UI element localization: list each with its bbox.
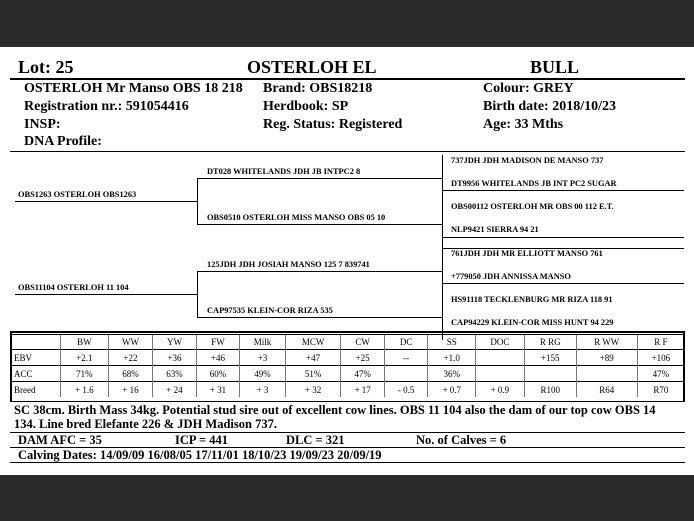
table-cell	[476, 350, 525, 366]
animal-sex: BULL	[530, 57, 580, 77]
pedigree-dss: 761JDH JDH MR ELLIOTT MANSO 761	[451, 249, 603, 258]
lot-number: Lot: 25	[18, 57, 74, 77]
column-header: YW	[153, 335, 197, 350]
column-header: MCW	[285, 335, 341, 350]
pedigree-dam: OBS11104 OSTERLOH 11 104	[18, 283, 129, 292]
column-header: R WW	[576, 335, 637, 350]
table-cell: 60%	[196, 366, 240, 382]
table-header-row	[12, 335, 684, 350]
table-cell: + 31	[196, 382, 240, 398]
table-cell: + 0.7	[428, 382, 476, 398]
table-cell: +3	[240, 350, 286, 366]
calving-dates: Calving Dates: 14/09/09 16/08/05 17/11/01 18/10/23 19/09/23 20/09/19	[18, 448, 382, 462]
table-cell: --	[384, 350, 428, 366]
table-cell: +46	[196, 350, 240, 366]
table-cell: +47	[285, 350, 341, 366]
column-header: Milk	[240, 335, 286, 350]
herdbook: Herdbook: SP	[263, 99, 349, 114]
column-header: DC	[384, 335, 428, 350]
row-label: EBV	[12, 350, 61, 366]
pedigree-dsd: +779050 JDH ANNISSA MANSO	[451, 272, 571, 281]
table-cell: + 32	[285, 382, 341, 398]
table-cell	[576, 366, 637, 382]
table-cell: + 0.9	[476, 382, 525, 398]
column-header: R RG	[524, 335, 576, 350]
table-cell: +22	[108, 350, 153, 366]
comments-line-1: SC 38cm. Birth Mass 34kg. Potential stud sire out of excellent cow lines. OBS 11 104 also the dam of our top cow OBS 14	[14, 403, 656, 417]
registration-number: Registration nr.: 591054416	[24, 99, 189, 114]
table-cell: 63%	[153, 366, 197, 382]
pedigree-ddd: CAP94229 KLEIN-COR MISS HUNT 94 229	[451, 318, 614, 327]
pedigree-sire-sire: DT028 WHITELANDS JDH JB INTPC2 8	[207, 167, 361, 176]
column-header: WW	[108, 335, 153, 350]
table-cell: + 24	[153, 382, 197, 398]
table-cell: 36%	[428, 366, 476, 382]
animal-name: OSTERLOH EL	[247, 57, 377, 77]
column-header	[12, 335, 61, 350]
info-divider	[10, 151, 685, 152]
performance-table	[12, 334, 684, 397]
table-cell: +89	[576, 350, 637, 366]
row-label: ACC	[12, 366, 61, 382]
pedigree-sss: 737JDH JDH MADISON DE MANSO 737	[451, 156, 604, 165]
table-cell: 68%	[108, 366, 153, 382]
table-cell: +25	[341, 350, 385, 366]
pedigree-sire: OBS1263 OSTERLOH OBS1263	[18, 190, 137, 199]
column-header: FW	[196, 335, 240, 350]
pedigree-dam-dam: CAP97535 KLEIN-COR RIZA 535	[207, 306, 333, 315]
table-cell: 47%	[341, 366, 385, 382]
dna-profile: DNA Profile:	[24, 134, 102, 149]
table-cell: - 0.5	[384, 382, 428, 398]
comments-line-2: 134. Line bred Elefante 226 & JDH Madison 737.	[14, 417, 277, 431]
table-cell	[384, 366, 428, 382]
reg-status: Reg. Status: Registered	[263, 117, 403, 132]
table-cell: 71%	[61, 366, 109, 382]
table-cell: +155	[524, 350, 576, 366]
pedigree-dam-sire: 125JDH JDH JOSIAH MANSO 125 7 839741	[207, 260, 370, 269]
table-cell: +1.0	[428, 350, 476, 366]
dlc: DLC = 321	[286, 433, 345, 447]
colour: Colour: GREY	[483, 81, 574, 96]
header-divider	[10, 78, 685, 80]
table-cell: R70	[637, 382, 684, 398]
table-cell: 49%	[240, 366, 286, 382]
table-cell: +2.1	[61, 350, 109, 366]
table-cell: +36	[153, 350, 197, 366]
table-row-ebv	[12, 350, 684, 366]
column-header: R F	[637, 335, 684, 350]
row-label: Breed	[12, 382, 61, 398]
column-header: DOC	[476, 335, 525, 350]
pedigree-dds: HS91118 TECKLENBURG MR RIZA 118 91	[451, 295, 613, 304]
table-cell: + 16	[108, 382, 153, 398]
table-cell: 51%	[285, 366, 341, 382]
insp: INSP:	[24, 117, 61, 132]
number-of-calves: No. of Calves = 6	[416, 433, 507, 447]
table-cell: + 1.6	[61, 382, 109, 398]
lot-card	[0, 47, 694, 475]
table-cell: R100	[524, 382, 576, 398]
table-cell	[476, 366, 525, 382]
column-header: CW	[341, 335, 385, 350]
table-row-breed	[12, 382, 684, 398]
table-cell: 47%	[637, 366, 684, 382]
icp: ICP = 441	[175, 433, 228, 447]
table-cell: +106	[637, 350, 684, 366]
pedigree-sdd: NLP9421 SIERRA 94 21	[451, 225, 539, 234]
table-cell: + 3	[240, 382, 286, 398]
pedigree-sire-dam: OBS0510 OSTERLOH MISS MANSO OBS 05 10	[207, 213, 386, 222]
column-header: BW	[61, 335, 109, 350]
table-cell: R64	[576, 382, 637, 398]
full-name: OSTERLOH Mr Manso OBS 18 218	[24, 81, 243, 96]
birth-date: Birth date: 2018/10/23	[483, 99, 616, 114]
age: Age: 33 Mths	[483, 117, 564, 132]
column-header: SS	[428, 335, 476, 350]
pedigree-sds: OBS00112 OSTERLOH MR OBS 00 112 E.T.	[451, 202, 614, 211]
table-cell	[524, 366, 576, 382]
dam-afc: DAM AFC = 35	[18, 433, 102, 447]
table-cell: + 17	[341, 382, 385, 398]
brand: Brand: OBS18218	[263, 81, 373, 96]
pedigree-ssd: DT9956 WHITELANDS JB INT PC2 SUGAR	[451, 179, 617, 188]
table-row-acc	[12, 366, 684, 382]
